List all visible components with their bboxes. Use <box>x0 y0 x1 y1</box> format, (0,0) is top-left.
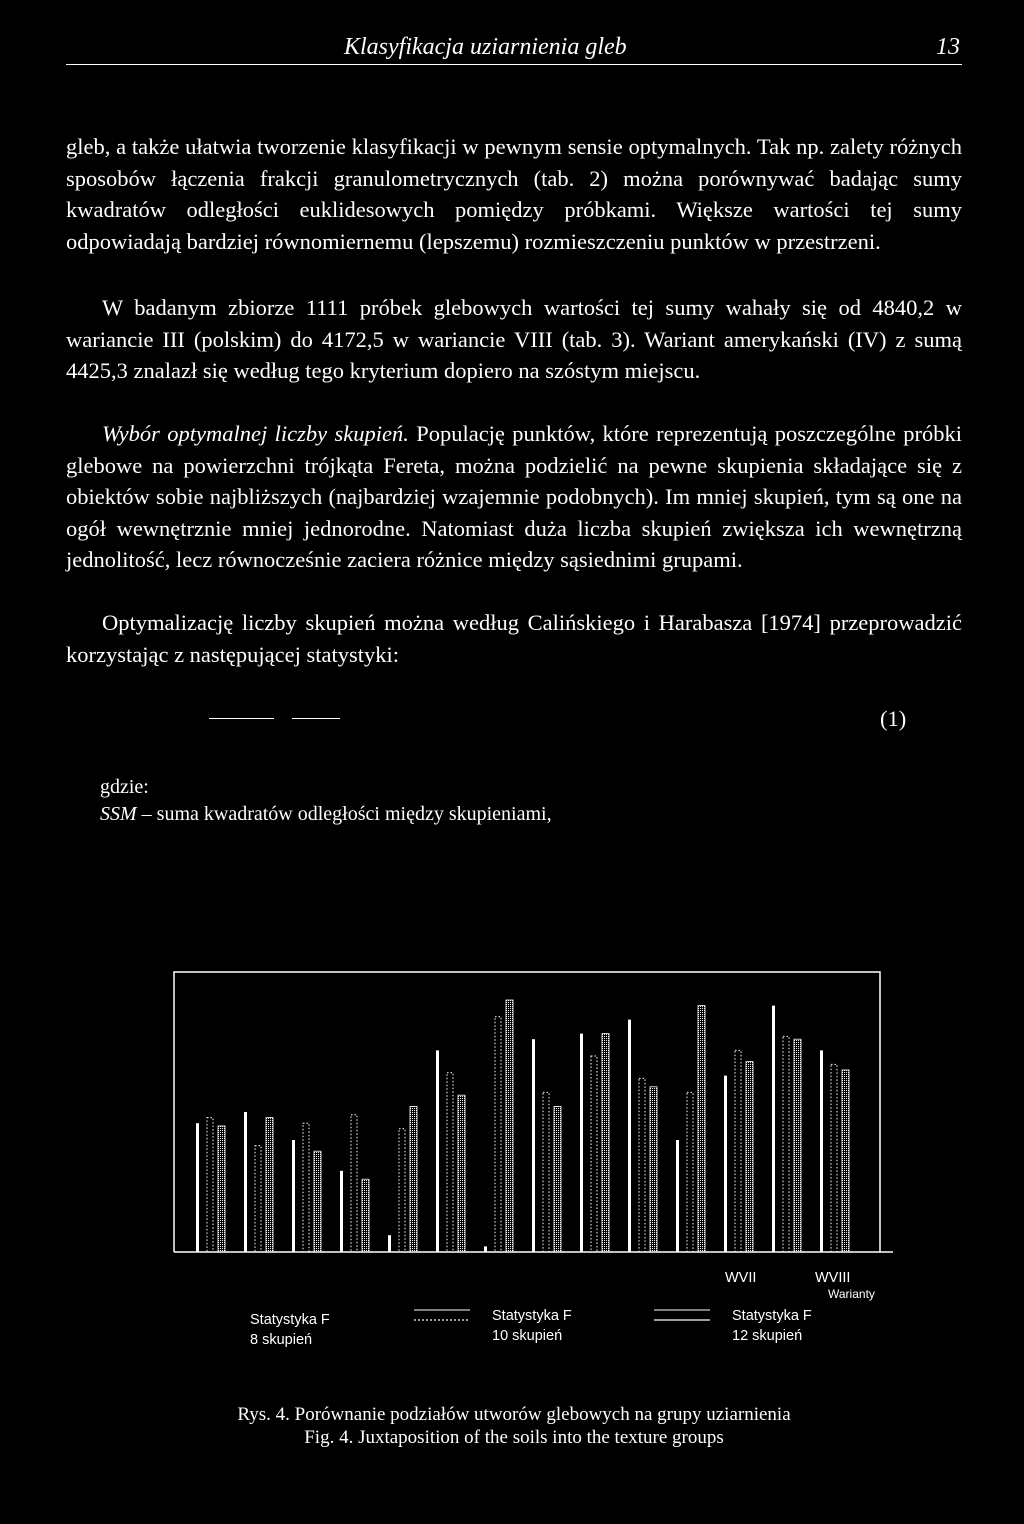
bar-s1-c7 <box>484 1246 487 1252</box>
legend-entry-12 <box>732 1306 812 1346</box>
bar-s2-c8 <box>543 1092 549 1252</box>
bar-s1-c11 <box>676 1140 679 1252</box>
bar-s2-c13 <box>783 1036 789 1252</box>
bar-s1-c4 <box>340 1171 343 1252</box>
section-heading: Wybór optymalnej liczby skupień. <box>102 421 409 446</box>
bar-s3-c5 <box>410 1106 417 1252</box>
legend-swatch-12 <box>652 1306 712 1326</box>
where-label: gdzie: <box>100 776 149 798</box>
ssm-symbol: SSM <box>100 803 137 825</box>
bar-s1-c10 <box>628 1020 631 1252</box>
axis-label: Warianty <box>828 1287 875 1301</box>
bar-s3-c8 <box>554 1106 561 1252</box>
bar-s1-c12 <box>724 1076 727 1252</box>
legend-entry-10-line2: 10 skupień <box>492 1328 563 1344</box>
paragraph-2-text: W badanym zbiorze 1111 próbek glebowych wartości tej sumy wahały się od 4840,2 w wariancie III (polskim) do 4172,5 w wariancie VIII (tab. 3). Wariant amerykański (IV) z sumą 4425,3 znalazł się według tego kryterium dopiero na szóstym miejscu. <box>66 295 962 384</box>
figure-caption-en: Fig. 4. Juxtaposition of the soils into the texture groups <box>304 1427 724 1448</box>
bar-s2-c4 <box>351 1115 357 1252</box>
bar-s2-c14 <box>831 1064 837 1252</box>
bar-s1-c9 <box>580 1034 583 1252</box>
bar-s1-c1 <box>196 1123 199 1252</box>
variant-label-wviii: WVIII <box>815 1270 851 1286</box>
paragraph-4-text: Optymalizację liczby skupień można według Calińskiego i Harabasza [1974] przeprowadzić korzystając z następującej statystyki: <box>66 610 962 667</box>
bar-s1-c6 <box>436 1050 439 1252</box>
bar-s1-c3 <box>292 1140 295 1252</box>
bar-s3-c2 <box>266 1118 273 1252</box>
bar-s3-c10 <box>650 1087 657 1252</box>
bar-s3-c1 <box>218 1126 225 1252</box>
bar-s1-c2 <box>244 1112 247 1252</box>
paragraph-3-text: Populację punktów, które reprezentują poszczególne próbki glebowe na powierzchni trójkąta Fereta, można podzielić na pewne skupienia składające się z obiektów sobie najbliższych (najbardziej wzajemnie podobnych). Im mniej skupień, tym są one na ogół wewnętrznie mniej jednorodne. Natomiast duża liczba skupień zwiększa ich wewnętrzną jednolitość, lecz równocześnie zaciera różnice między sąsiednimi grupami. <box>66 421 962 573</box>
bar-s3-c9 <box>602 1034 609 1252</box>
bar-s2-c5 <box>399 1129 405 1252</box>
running-title: Klasyfikacja uziarnienia gleb <box>344 34 627 60</box>
bar-s2-c1 <box>207 1118 213 1252</box>
bar-group <box>196 1000 849 1252</box>
bar-s1-c8 <box>532 1039 535 1252</box>
bar-s3-c11 <box>698 1006 705 1252</box>
equation-number: (1) <box>880 706 907 731</box>
legend-entry-10-line1: Statystyka F <box>492 1308 572 1324</box>
legend-entry-8 <box>250 1310 330 1350</box>
page-number: 13 <box>936 34 960 60</box>
bar-s2-c6 <box>447 1073 453 1252</box>
paragraph-1-text: gleb, a także ułatwia tworzenie klasyfikacji w pewnym sensie optymalnych. Tak np. zalety różnych sposobów łączenia frakcji granulometrycznych (tab. 2) można porównywać badając sumy kwadratów odległości euklidesowych pomiędzy próbkami. Większe wartości tej sumy odpowiadają bardziej równomiernemu (lepszemu) rozmieszczeniu punktów w przestrzeni. <box>66 134 962 254</box>
bar-s3-c4 <box>362 1179 369 1252</box>
bar-s1-c5 <box>388 1235 391 1252</box>
legend-entry-8-line2: 8 skupień <box>250 1332 313 1348</box>
variant-label-wvii: WVII <box>725 1270 757 1286</box>
bar-s3-c7 <box>506 1000 513 1252</box>
bar-s3-c13 <box>794 1039 801 1252</box>
legend-swatch-10 <box>412 1306 472 1326</box>
ssm-description: – suma kwadratów odległości między skupieniami, <box>136 803 552 825</box>
bar-s2-c11 <box>687 1092 693 1252</box>
bar-s3-c12 <box>746 1062 753 1252</box>
figure-caption-pl: Rys. 4. Porównanie podziałów utworów glebowych na grupy uziarnienia <box>237 1404 791 1425</box>
bar-s3-c6 <box>458 1095 465 1252</box>
bar-s2-c12 <box>735 1050 741 1252</box>
bar-s3-c14 <box>842 1070 849 1252</box>
legend-entry-10 <box>492 1306 572 1346</box>
legend-entry-12-line2: 12 skupień <box>732 1328 803 1344</box>
legend-entry-12-line1: Statystyka F <box>732 1308 812 1324</box>
bar-s2-c3 <box>303 1123 309 1252</box>
bar-s1-c13 <box>772 1006 775 1252</box>
bar-s2-c2 <box>255 1146 261 1252</box>
bar-s2-c9 <box>591 1056 597 1252</box>
bar-s3-c3 <box>314 1151 321 1252</box>
legend-entry-8-line1: Statystyka F <box>250 1312 330 1328</box>
bar-s2-c7 <box>495 1017 501 1252</box>
bar-s2-c10 <box>639 1078 645 1252</box>
bar-s1-c14 <box>820 1050 823 1252</box>
